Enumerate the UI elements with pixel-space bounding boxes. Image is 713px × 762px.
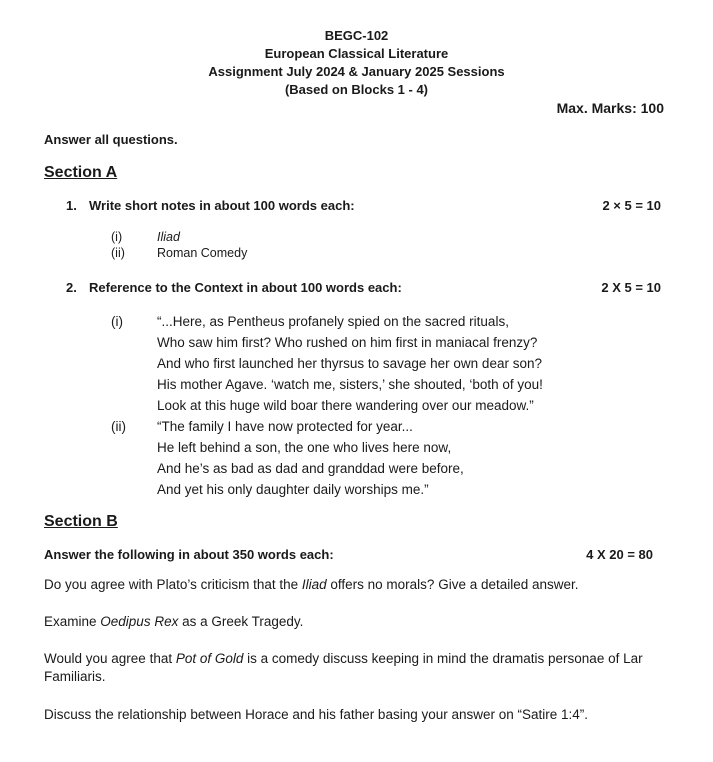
section-b-heading: Section B bbox=[44, 513, 118, 530]
section-b-instruction: Answer the following in about 350 words each: bbox=[44, 547, 334, 562]
course-code: BEGC-102 bbox=[324, 28, 389, 43]
q1-item-2-number: (ii) bbox=[111, 246, 125, 260]
assignment-title: Assignment July 2024 & January 2025 Sessions bbox=[208, 64, 505, 79]
passage-ii bbox=[157, 416, 464, 500]
work-title: Oedipus Rex bbox=[100, 614, 179, 629]
section-a-heading: Section A bbox=[44, 164, 118, 181]
passage-line: “...Here, as Pentheus profanely spied on the sacred rituals, bbox=[157, 314, 509, 329]
section-b-question-4: Discuss the relationship between Horace and his father basing your answer on “Satire 1:4”. bbox=[44, 707, 589, 722]
question-2-marks: 2 X 5 = 10 bbox=[601, 280, 661, 295]
section-b-question-3-continued: Familiaris. bbox=[44, 669, 106, 684]
course-title: European Classical Literature bbox=[264, 46, 449, 61]
passage-line: “The family I have now protected for year... bbox=[157, 419, 413, 434]
based-on-blocks: (Based on Blocks 1 - 4) bbox=[284, 82, 429, 97]
question-1-number: 1. bbox=[66, 198, 77, 213]
question-text: is a comedy discuss keeping in mind the dramatis personae of Lar bbox=[243, 651, 643, 666]
general-instruction: Answer all questions. bbox=[44, 132, 178, 147]
passage-i bbox=[157, 311, 543, 416]
section-b-marks: 4 X 20 = 80 bbox=[586, 547, 653, 562]
passage-line: And who first launched her thyrsus to savage her own dear son? bbox=[157, 356, 542, 371]
passage-line: Look at this huge wild boar there wandering over our meadow.” bbox=[157, 398, 534, 413]
question-1-marks: 2 × 5 = 10 bbox=[602, 198, 661, 213]
question-text: as a Greek Tragedy. bbox=[178, 614, 304, 629]
q1-item-2-text: Roman Comedy bbox=[157, 246, 248, 260]
work-title: Iliad bbox=[301, 577, 327, 592]
question-2-number: 2. bbox=[66, 280, 77, 295]
question-text: Would you agree that bbox=[44, 651, 176, 666]
max-marks: Max. Marks: 100 bbox=[556, 100, 664, 116]
passage-line: And yet his only daughter daily worships me.” bbox=[157, 482, 429, 497]
section-b-question-2 bbox=[44, 614, 303, 629]
question-text: offers no morals? Give a detailed answer. bbox=[326, 577, 579, 592]
question-1-text: Write short notes in about 100 words each: bbox=[89, 198, 355, 213]
section-b-question-1 bbox=[44, 577, 579, 592]
q1-item-1-number: (i) bbox=[111, 230, 123, 244]
q1-item-1-text: Iliad bbox=[157, 230, 180, 244]
passage-line: Who saw him first? Who rushed on him first in maniacal frenzy? bbox=[157, 335, 538, 350]
question-2-text: Reference to the Context in about 100 words each: bbox=[89, 280, 402, 295]
question-text: Examine bbox=[44, 614, 101, 629]
passage-line: His mother Agave. ‘watch me, sisters,’ she shouted, ‘both of you! bbox=[157, 377, 543, 392]
passage-ii-number: (ii) bbox=[111, 419, 126, 434]
passage-line: And he’s as bad as dad and granddad were before, bbox=[157, 461, 464, 476]
work-title: Pot of Gold bbox=[175, 651, 244, 666]
passage-line: He left behind a son, the one who lives here now, bbox=[157, 440, 452, 455]
question-text: Do you agree with Plato’s criticism that the bbox=[44, 577, 302, 592]
passage-i-number: (i) bbox=[111, 314, 123, 329]
section-b-question-3 bbox=[44, 651, 643, 666]
